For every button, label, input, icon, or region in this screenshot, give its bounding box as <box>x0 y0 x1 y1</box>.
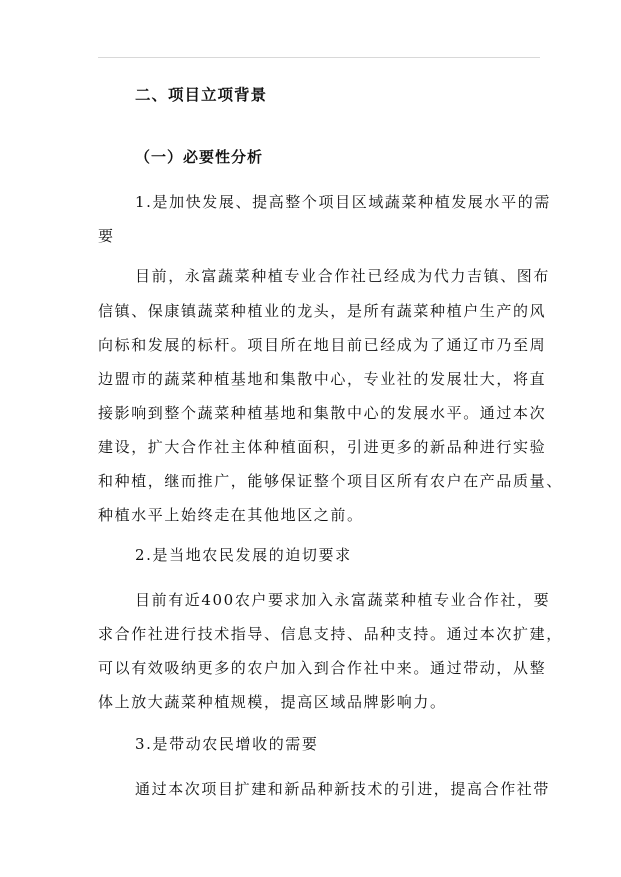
point2-body-line-4: 体上放大蔬菜种植规模，提高区域品牌影响力。 <box>98 693 447 711</box>
point1-body-line-6: 建设，扩大合作社主体种植面积，引进更多的新品种进行实验 <box>98 438 547 456</box>
point1-body-line-8: 种植水平上始终走在其他地区之前。 <box>98 506 364 524</box>
point1-body-line-2: 信镇、保康镇蔬菜种植业的龙头，是所有蔬菜种植户生产的风 <box>98 302 547 320</box>
header-rule <box>98 57 540 58</box>
point1-title-line-1: 1.是加快发展、提高整个项目区域蔬菜种植发展水平的需 <box>135 193 551 211</box>
point3-body-line-1: 通过本次项目扩建和新品种新技术的引进，提高合作社带 <box>135 780 551 798</box>
point2-body-line-1: 目前有近400农户要求加入永富蔬菜种植专业合作社，要 <box>135 591 551 609</box>
point1-title-line-2: 要 <box>98 227 115 245</box>
section-title: 二、项目立项背景 <box>135 86 268 104</box>
point1-body-line-3: 向标和发展的标杆。项目所在地目前已经成为了通辽市乃至周 <box>98 336 547 354</box>
point1-body-line-7: 和种植，继而推广，能够保证整个项目区所有农户在产品质量、 <box>98 472 563 490</box>
point2-body-line-3: 可以有效吸纳更多的农户加入到合作社中来。通过带动，从整 <box>98 659 547 677</box>
subsection-title: （一）必要性分析 <box>135 148 264 166</box>
point2-title: 2.是当地农民发展的迫切要求 <box>135 546 352 564</box>
point2-body-line-2: 求合作社进行技术指导、信息支持、品种支持。通过本次扩建， <box>98 625 563 643</box>
point1-body-line-4: 边盟市的蔬菜种植基地和集散中心，专业社的发展壮大，将直 <box>98 370 547 388</box>
point1-body-line-1: 目前，永富蔬菜种植专业合作社已经成为代力吉镇、图布 <box>135 267 551 285</box>
point3-title: 3.是带动农民增收的需要 <box>135 735 319 753</box>
point1-body-line-5: 接影响到整个蔬菜种植基地和集散中心的发展水平。通过本次 <box>98 404 547 422</box>
